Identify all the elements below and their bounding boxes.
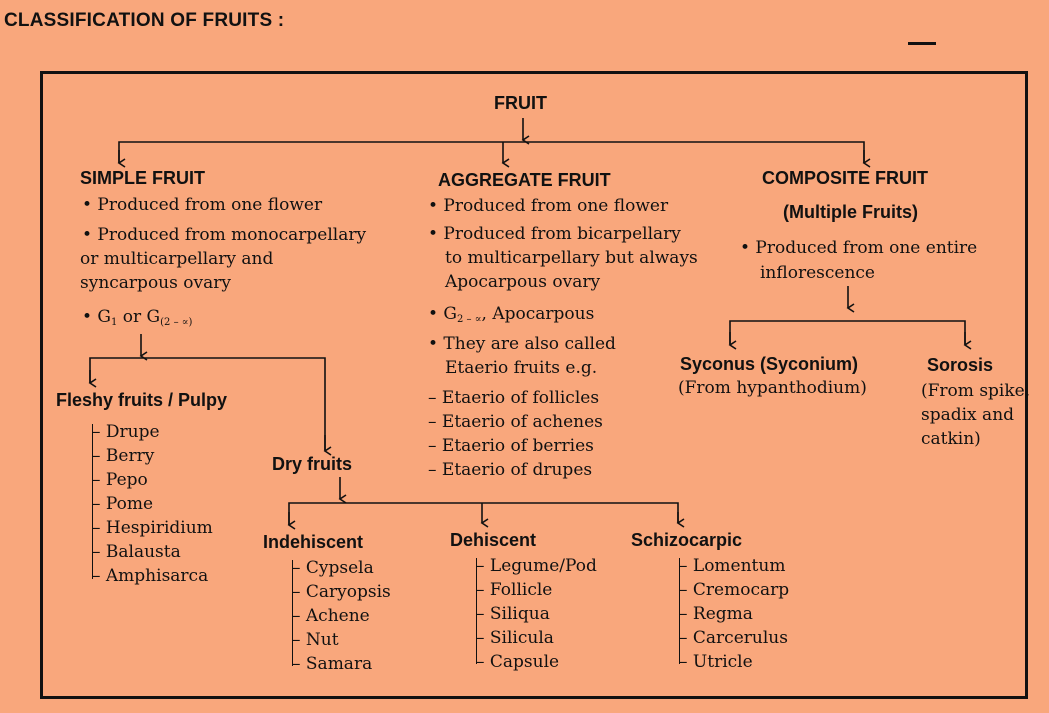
fleshy-item-balausta: – Balausta (92, 542, 181, 562)
schizocarpic-item: – Carcerulus (679, 628, 788, 648)
page-title: CLASSIFICATION OF FRUITS : (4, 10, 285, 31)
sorosis-note-2: spadix and (921, 405, 1015, 425)
fleshy-item-berry: – Berry (92, 446, 155, 466)
etaerio-berries: – Etaerio of berries (428, 436, 594, 456)
syconus-note: (From hypanthodium) (678, 378, 867, 398)
schizocarpic-item: – Utricle (679, 652, 753, 672)
aggregate-fruit-heading: AGGREGATE FRUIT (438, 170, 611, 190)
aggregate-formula: • $G_{2 - \propto}$, Apocarpous (428, 304, 595, 325)
corner-dash (908, 42, 936, 45)
fleshy-list (92, 420, 213, 588)
indehiscent-item: – Cypsela (292, 558, 374, 578)
schizocarpic-item: – Lomentum (679, 556, 786, 576)
fleshy-item-pome: – Pome (92, 494, 154, 514)
sorosis-note-1: (From spike, (921, 381, 1031, 401)
indehiscent-item: – Samara (292, 654, 373, 674)
aggregate-line-2: • Produced from bicarpellary (428, 224, 681, 244)
composite-line-2: inflorescence (760, 263, 875, 283)
composite-fruit-heading: COMPOSITE FRUIT (762, 168, 928, 188)
dehiscent-item: – Silicula (476, 628, 554, 648)
aggregate-also-1: • They are also called (428, 334, 616, 354)
indehiscent-item: – Caryopsis (292, 582, 391, 602)
simple-bullet-2-cont2: syncarpous ovary (80, 273, 231, 293)
indehiscent-item: – Achene (292, 606, 370, 626)
schizocarpic-heading: Schizocarpic (631, 530, 743, 550)
schizocarpic-item: – Cremocarp (679, 580, 790, 600)
dehiscent-item: – Follicle (476, 580, 553, 600)
indehiscent-heading: Indehiscent (263, 532, 364, 552)
schizocarpic-item: – Regma (679, 604, 753, 624)
aggregate-line-1: • Produced from one flower (428, 196, 669, 216)
root-node-fruit: FRUIT (494, 93, 547, 113)
etaerio-drupes: – Etaerio of drupes (428, 460, 593, 480)
dehiscent-heading: Dehiscent (450, 530, 537, 550)
sorosis-note-3: catkin) (921, 429, 981, 449)
dry-fruits-heading: Dry fruits (272, 454, 353, 474)
dehiscent-item: – Capsule (476, 652, 560, 672)
dehiscent-list (476, 554, 597, 674)
etaerio-achenes: – Etaerio of achenes (428, 412, 603, 432)
fleshy-item-drupe: – Drupe (92, 422, 160, 442)
simple-bullet-2-cont1: or multicarpellary and (80, 249, 274, 269)
schizocarpic-list (679, 554, 789, 674)
fleshy-fruits-heading: Fleshy fruits / Pulpy (56, 390, 228, 410)
simple-fruit-heading: SIMPLE FRUIT (80, 168, 205, 188)
simple-bullet-1: • Produced from one flower (82, 195, 323, 215)
simple-bullet-2: • Produced from monocarpellary (82, 225, 367, 245)
aggregate-also-2: Etaerio fruits e.g. (445, 358, 598, 378)
composite-line-1: • Produced from one entire (740, 238, 978, 258)
indehiscent-list (292, 556, 391, 676)
syconus-heading: Syconus (Syconium) (680, 354, 859, 374)
composite-subheading: (Multiple Fruits) (783, 202, 918, 222)
dehiscent-item: – Legume/Pod (476, 556, 597, 576)
etaerio-follicles: – Etaerio of follicles (428, 388, 600, 408)
simple-formula: • $G_1$ or $G_{(2 - \propto)}$ (82, 307, 193, 328)
aggregate-line-4: Apocarpous ovary (445, 272, 601, 292)
sorosis-heading: Sorosis (927, 355, 994, 375)
fleshy-item-amphisarca: – Amphisarca (92, 566, 209, 586)
indehiscent-item: – Nut (292, 630, 339, 650)
fleshy-item-pepo: – Pepo (92, 470, 148, 490)
aggregate-line-3: to multicarpellary but always (445, 248, 698, 268)
dehiscent-item: – Siliqua (476, 604, 550, 624)
fleshy-item-hespiridium: – Hespiridium (92, 518, 213, 538)
